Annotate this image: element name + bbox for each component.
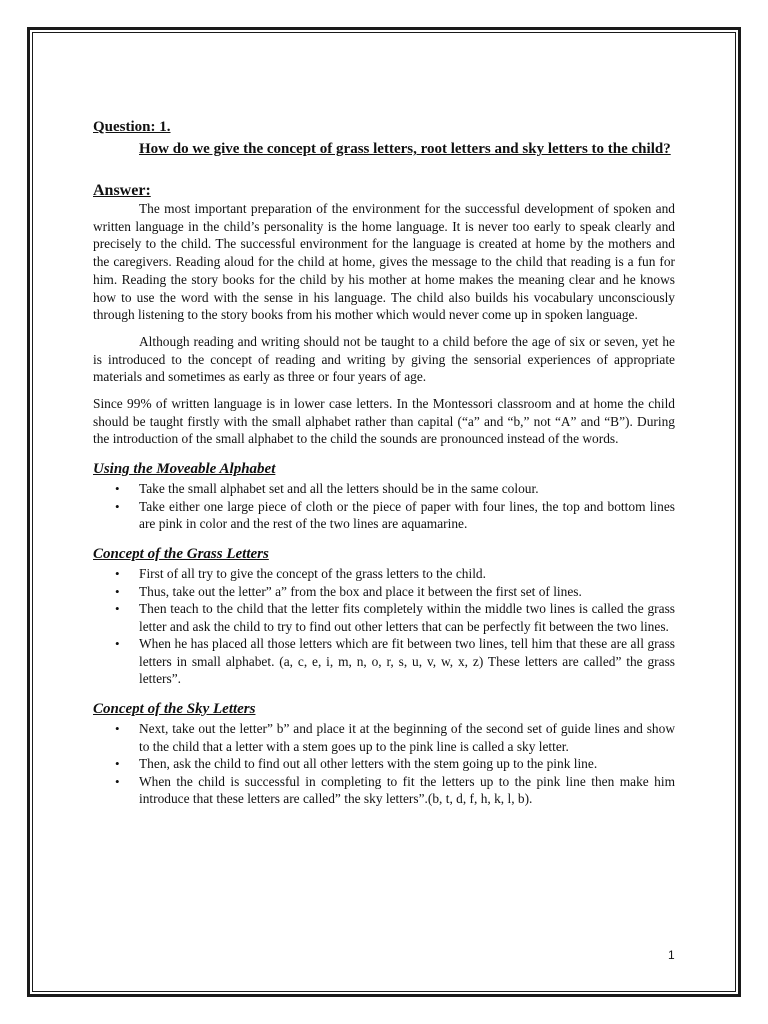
bullet-icon: • bbox=[115, 721, 120, 737]
bullet-icon: • bbox=[115, 498, 120, 514]
list-item-text: Thus, take out the letter” a” from the box and place it between the first set of lines. bbox=[139, 583, 582, 599]
list-item bbox=[93, 635, 675, 688]
bullet-icon: • bbox=[115, 756, 120, 772]
section-title-grass-letters: Concept of the Grass Letters bbox=[93, 545, 269, 562]
section-title-sky-letters: Concept of the Sky Letters bbox=[93, 701, 256, 718]
list-item-text: First of all try to give the concept of the grass letters to the child. bbox=[139, 565, 486, 581]
answer-paragraph: The most important preparation of the environment for the successful development of spoken and written language in the child’s personality is the home language. It is never too early to speak clearly and precisely to the child. The successful environment for the language is created at home by the mothers and the caregivers. Reading aloud for the child at home, gives the message to the child that reading is a fun for him. Reading the story books for the child by his mother at home makes the meaning clear and he knows how to use the word with the sense in his language. The child also builds his vocabulary unconsciously through listening to the story books from his mother which would never come up in spoken language. bbox=[93, 201, 675, 323]
list-item bbox=[93, 498, 675, 533]
bullet-list bbox=[93, 565, 675, 688]
list-item-text: When he has placed all those letters which are fit between two lines, tell him that these are all grass letters in small alphabet. (a, c, e, i, m, n, o, r, s, u, v, w, x, z) These letters are called” the grass letters”. bbox=[139, 636, 675, 687]
list-item bbox=[93, 583, 675, 601]
question-label: Question: 1. bbox=[93, 119, 171, 135]
bullet-icon: • bbox=[115, 481, 120, 497]
list-item bbox=[93, 773, 675, 808]
page-number: 1 bbox=[668, 948, 675, 962]
bullet-icon: • bbox=[115, 565, 120, 581]
list-item-text: Take the small alphabet set and all the letters should be in the same colour. bbox=[139, 481, 539, 497]
list-item bbox=[93, 755, 675, 773]
bullet-icon: • bbox=[115, 773, 120, 789]
question-text: How do we give the concept of grass letters, root letters and sky letters to the child? bbox=[139, 141, 671, 157]
list-item bbox=[93, 565, 675, 583]
list-item-text: Then, ask the child to find out all other letters with the stem going up to the pink line. bbox=[139, 756, 598, 772]
bullet-icon: • bbox=[115, 601, 120, 617]
answer-paragraph: Although reading and writing should not be taught to a child before the age of six or seven, yet he is introduced to the concept of reading and writing by giving the sensorial experiences of appropriate materials and sometimes as early as three or four years of age. bbox=[93, 333, 675, 385]
answer-label: Answer: bbox=[93, 182, 151, 199]
document-body bbox=[93, 118, 675, 808]
bullet-icon: • bbox=[115, 583, 120, 599]
list-item-text: Take either one large piece of cloth or the piece of paper with four lines, the top and bottom lines are pink in color and the rest of the two lines are aquamarine. bbox=[139, 498, 675, 532]
list-item-text: When the child is successful in completing to fit the letters up to the pink line then make him introduce that these letters are called” the sky letters”.(b, t, d, f, h, k, l, b). bbox=[139, 773, 675, 807]
bullet-list bbox=[93, 480, 675, 533]
section-title-moveable-alphabet: Using the Moveable Alphabet bbox=[93, 461, 276, 478]
list-item bbox=[93, 600, 675, 635]
list-item bbox=[93, 720, 675, 755]
bullet-icon: • bbox=[115, 636, 120, 652]
bullet-list bbox=[93, 720, 675, 808]
answer-paragraph: Since 99% of written language is in lower case letters. In the Montessori classroom and at home the child should be taught firstly with the small alphabet rather than capital (“a” and “b,” not “A” and “B”). During the introduction of the small alphabet to the child the sounds are pronounced instead of the words. bbox=[93, 396, 675, 447]
list-item bbox=[93, 480, 675, 498]
list-item-text: Then teach to the child that the letter fits completely within the middle two lines is called the grass letter and ask the child to try to find out other letters that can be perfectly fit between the two lines. bbox=[139, 601, 675, 634]
list-item-text: Next, take out the letter” b” and place it at the beginning of the second set of guide lines and show to the child that a letter with a stem goes up to the pink line is called a sky letter. bbox=[139, 721, 675, 754]
